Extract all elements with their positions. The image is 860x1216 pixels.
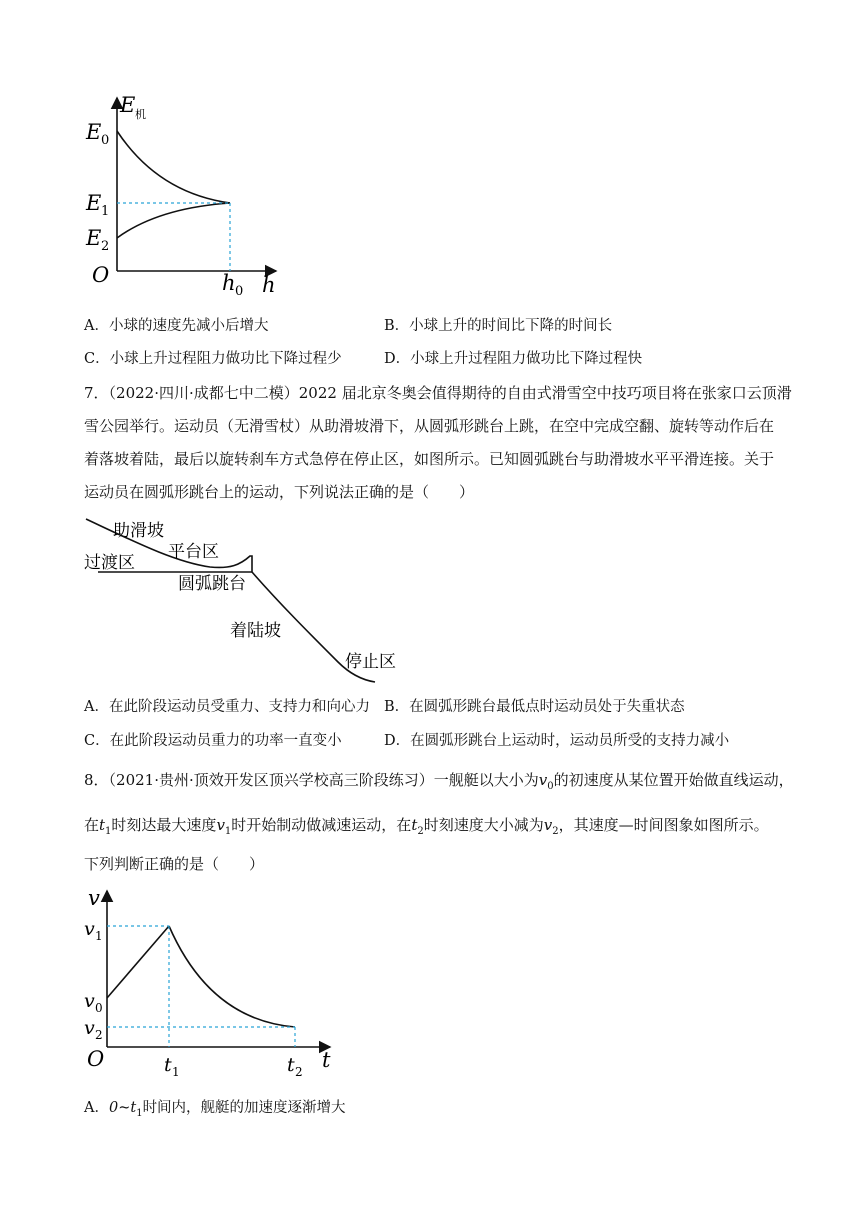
q6-option-a[interactable]: A．小球的速度先减小后增大 xyxy=(84,318,269,334)
e1-label: E xyxy=(86,191,102,215)
label-pingtaiqu: 平台区 xyxy=(168,542,219,562)
q6-option-d[interactable]: D．小球上升过程阻力做功比下降过程快 xyxy=(384,351,643,367)
t1-sub: 1 xyxy=(172,1065,180,1079)
x-label-h: h xyxy=(262,273,276,297)
x-label-t: t xyxy=(322,1048,331,1072)
t1-label: t xyxy=(164,1054,172,1076)
energy-height-graph xyxy=(80,90,290,305)
q7-option-a[interactable]: A．在此阶段运动员受重力、支持力和向心力 xyxy=(84,699,370,715)
q8-option-a[interactable]: A．$0\sim t_1$时间内，舰艇的加速度逐渐增大 xyxy=(84,1100,346,1119)
v1-label: v xyxy=(84,918,95,940)
label-zhuoluopo: 着陆坡 xyxy=(230,621,281,641)
q8-stem-line2: 在$t_1$时刻达最大速度$v_1$时开始制动做减速运动，在$t_2$时刻速度大小减为$v_2$，其速度—时间图象如图所示。 xyxy=(84,816,769,837)
q6-option-b[interactable]: B．小球上升的时间比下降的时间长 xyxy=(384,318,613,334)
v2-label: v xyxy=(84,1017,95,1039)
v1-sub: 1 xyxy=(95,929,103,943)
upper-curve xyxy=(117,131,230,203)
origin-label: O xyxy=(92,263,110,287)
q7-stem-line2: 雪公园举行。运动员（无滑雪杖）从助滑坡滑下，从圆弧形跳台上跳，在空中完成空翻、旋转等动作后在 xyxy=(84,417,775,435)
accel-segment xyxy=(107,926,169,998)
y-label-v: v xyxy=(88,886,100,910)
q7-option-d[interactable]: D．在圆弧形跳台上运动时，运动员所受的支持力减小 xyxy=(384,733,730,749)
v2-sub: 2 xyxy=(95,1028,103,1042)
e0-label: E xyxy=(86,120,102,144)
h0-sub: 0 xyxy=(235,284,244,299)
slope-profile xyxy=(86,519,375,682)
q8-stem-line3: 下列判断正确的是（ ） xyxy=(84,855,265,873)
lower-curve xyxy=(117,203,230,238)
label-yuanhu: 圆弧跳台 xyxy=(178,574,246,594)
t2-sub: 2 xyxy=(295,1065,303,1079)
q7-stem-line3: 着落坡着陆，最后以旋转刹车方式急停在停止区，如图所示。已知圆弧跳台与助滑坡水平平滑连接。关于 xyxy=(84,450,775,468)
v0-label: v xyxy=(84,990,95,1012)
velocity-time-graph xyxy=(80,885,340,1080)
h0-label: h xyxy=(222,271,236,295)
v0-sub: 0 xyxy=(95,1001,103,1015)
label-zhuhuapo: 助滑坡 xyxy=(113,521,164,541)
e1-sub: 1 xyxy=(101,204,110,219)
y-label-e: E xyxy=(120,93,136,117)
label-guoduqu: 过渡区 xyxy=(84,553,135,573)
decel-curve xyxy=(169,926,295,1027)
label-tingzhiqu: 停止区 xyxy=(345,652,396,672)
q7-stem-line1: 7．（2022·四川·成都七中二模）2022 届北京冬奥会值得期待的自由式滑雪空中技巧项目将在张家口云顶滑 xyxy=(84,384,792,402)
e2-label: E xyxy=(86,226,102,250)
t2-label: t xyxy=(287,1054,295,1076)
y-label-sub: 机 xyxy=(135,108,146,121)
origin-label: O xyxy=(87,1047,105,1071)
ski-jump-diagram xyxy=(80,512,396,687)
e0-sub: 0 xyxy=(101,133,110,148)
q6-option-c[interactable]: C．小球上升过程阻力做功比下降过程少 xyxy=(84,351,342,367)
e2-sub: 2 xyxy=(101,239,110,254)
q7-option-b[interactable]: B．在圆弧形跳台最低点时运动员处于失重状态 xyxy=(384,699,685,715)
q7-option-c[interactable]: C．在此阶段运动员重力的功率一直变小 xyxy=(84,733,342,749)
q7-stem-line4: 运动员在圆弧形跳台上的运动，下列说法正确的是（ ） xyxy=(84,483,475,501)
q8-stem-line1: 8．（2021·贵州·顶效开发区顶兴学校高三阶段练习）一舰艇以大小为$v_0$的初速度从某位置开始做直线运动， xyxy=(84,771,794,792)
